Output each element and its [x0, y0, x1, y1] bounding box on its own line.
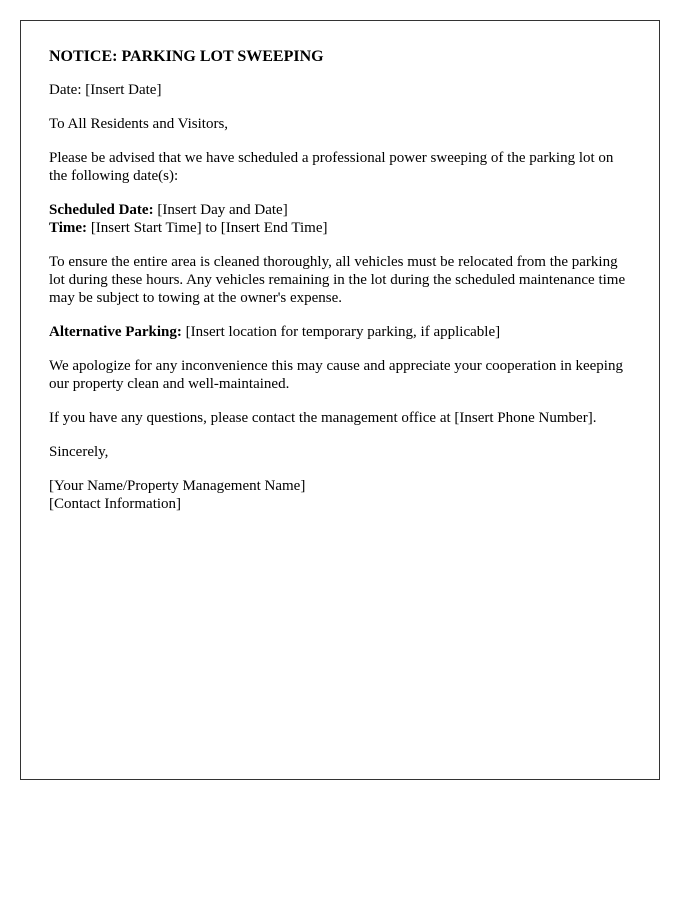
- signature-block: [49, 477, 631, 513]
- time-label: Time:: [49, 220, 88, 236]
- closing: Sincerely,: [49, 444, 109, 460]
- scheduled-date-line: [49, 201, 631, 219]
- scheduled-date-value: [Insert Day and Date]: [153, 202, 288, 218]
- intro-paragraph: Please be advised that we have scheduled a professional power sweeping of the parking lot on the following date(s):: [49, 150, 614, 184]
- date-line: Date: [Insert Date]: [49, 82, 162, 98]
- notice-document: [20, 20, 660, 780]
- alternative-parking-line: [49, 323, 631, 341]
- greeting: To All Residents and Visitors,: [49, 116, 229, 132]
- signature-name: [Your Name/Property Management Name]: [49, 478, 306, 494]
- instructions-paragraph: To ensure the entire area is cleaned thoroughly, all vehicles must be relocated from the parking lot during these hours. Any vehicles remaining in the lot during the scheduled maintenance time may be subject to towing at the owner's expense.: [49, 254, 626, 306]
- signature-contact: [Contact Information]: [49, 496, 182, 512]
- alternative-parking-value: [Insert location for temporary parking, if applicable]: [181, 324, 501, 340]
- time-line: [49, 219, 631, 237]
- schedule-block: [49, 201, 631, 237]
- apology-paragraph: We apologize for any inconvenience this may cause and appreciate your cooperation in keeping our property clean and well-maintained.: [49, 358, 623, 392]
- scheduled-date-label: Scheduled Date:: [49, 202, 154, 218]
- time-value: [Insert Start Time] to [Insert End Time]: [87, 220, 328, 236]
- alternative-parking-label: Alternative Parking:: [49, 324, 182, 340]
- contact-paragraph: If you have any questions, please contact the management office at [Insert Phone Number].: [49, 410, 597, 426]
- notice-title: NOTICE: PARKING LOT SWEEPING: [49, 48, 324, 65]
